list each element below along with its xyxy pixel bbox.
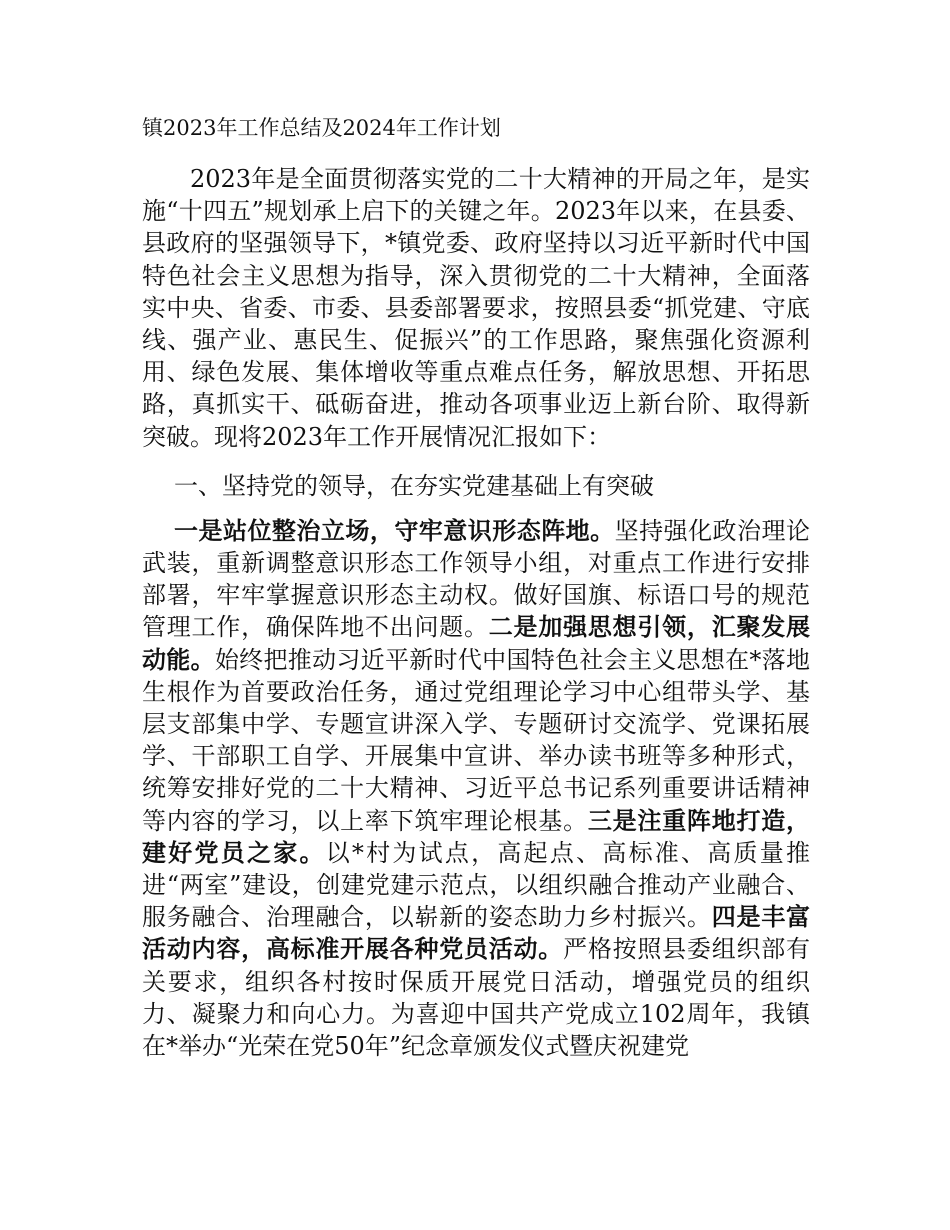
lead-phrase-2: 二是加强思想引领，汇聚发展动能。 bbox=[142, 612, 811, 674]
body-text-3: 以*村为试点，高起点、高标准、高质量推进“两室”建设，创建党建示范点，以组织融合推动产业融合、服务融合、治理融合，以崭新的姿态助力乡村振兴。 bbox=[142, 838, 811, 932]
section-paragraph bbox=[142, 515, 810, 1062]
lead-phrase-1: 一是站位整治立场，守牢意识形态阵地。 bbox=[174, 515, 615, 545]
body-text-2: 始终把推动习近平新时代中国特色社会主义思想在*落地生根作为首要政治任务，通过党组理论学习中心组带头学、基层支部集中学、专题宣讲深入学、专题研讨交流学、党课拓展学、干部职工自学、开展集中宣讲、举办读书班等多种形式，统筹安排好党的二十大精神、习近平总书记系列重要讲话精神等内容的学习，以上率下筑牢理论根基。 bbox=[142, 645, 810, 835]
body-text-1: 坚持强化政治理论武装，重新调整意识形态工作领导小组，对重点工作进行安排部署，牢牢掌握意识形态主动权。做好国旗、标语口号的规范管理工作，确保阵地不出问题。 bbox=[142, 516, 811, 642]
section-heading: 一、坚持党的领导，在夯实党建基础上有突破 bbox=[174, 471, 654, 500]
document-body bbox=[142, 112, 810, 1062]
intro-paragraph: 2023年是全面贯彻落实党的二十大精神的开局之年，是实施“十四五”规划承上启下的关键之年。2023年以来，在县委、县政府的坚强领导下，*镇党委、政府坚持以习近平新时代中国特色社会主义思想为指导，深入贯彻党的二十大精神，全面落实中央、省委、市委、县委部署要求，按照县委“抓党建、守底线、强产业、惠民生、促振兴”的工作思路，聚焦强化资源利用、绿色发展、集体增收等重点难点任务，解放思想、开拓思路，真抓实干、砥砺奋进，推动各项事业迈上新台阶、取得新突破。现将2023年工作开展情况汇报如下： bbox=[142, 165, 810, 451]
body-text-4: 严格按照县委组织部有关要求，组织各村按时保质开展党日活动，增强党员的组织力、凝聚力和向心力。为喜迎中国共产党成立102周年，我镇在*举办“光荣在党50年”纪念章颁发仪式暨庆祝建党 bbox=[142, 935, 811, 1061]
lead-phrase-4: 四是丰富活动内容，高标准开展各种党员活动。 bbox=[142, 902, 811, 964]
lead-phrase-3: 三是注重阵地打造，建好党员之家。 bbox=[142, 805, 811, 867]
document-title: 镇2023年工作总结及2024年工作计划 bbox=[142, 116, 501, 140]
